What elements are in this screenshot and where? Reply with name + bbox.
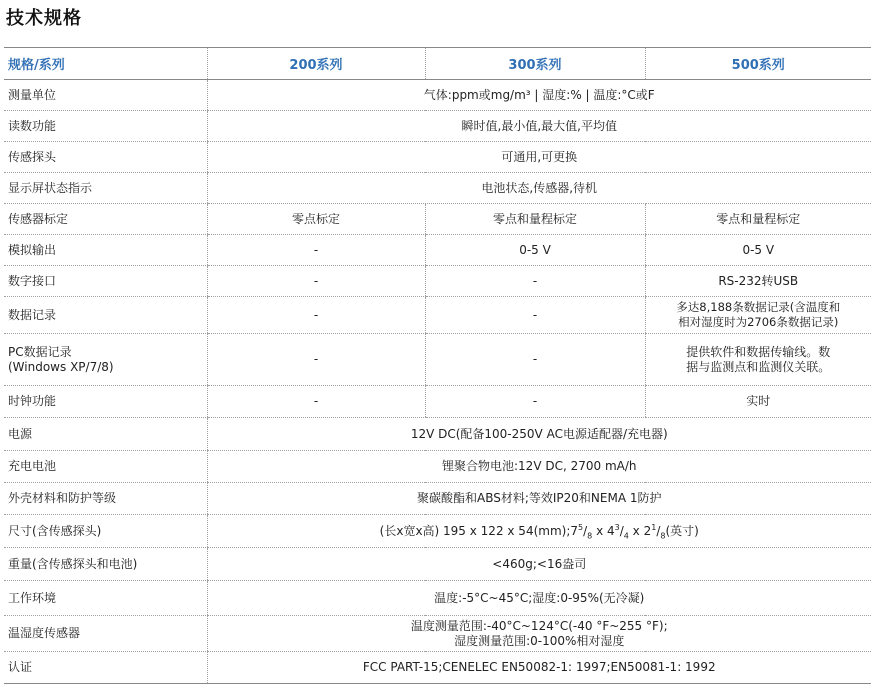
cell-clock-500: 实时 (645, 386, 871, 418)
row-value-housing: 聚碳酸酯和ABS材料;等效IP20和NEMA 1防护 (207, 483, 871, 515)
table-row (4, 235, 871, 266)
size-imperial-c: $2^1/_8$ (643, 522, 666, 540)
table-row (4, 418, 871, 451)
row-label-calibration: 传感器标定 (4, 204, 207, 235)
cell-analog-200: - (207, 235, 425, 266)
table-row (4, 616, 871, 652)
cell-logging-300: - (425, 297, 645, 334)
table-row (4, 334, 871, 386)
row-label-clock: 时钟功能 (4, 386, 207, 418)
cell-analog-300: 0-5 V (425, 235, 645, 266)
table-header-row (4, 48, 871, 80)
row-label-environment: 工作环境 (4, 581, 207, 616)
header-series-500: 500系列 (645, 48, 871, 80)
cell-pc-logging-500: 提供软件和数据传输线。数 据与监测点和监测仪关联。 (645, 334, 871, 386)
table-row (4, 652, 871, 684)
size-imperial-b: $4^3/_4$ (606, 522, 629, 540)
cell-calibration-500: 零点和量程标定 (645, 204, 871, 235)
row-label-housing: 外壳材料和防护等级 (4, 483, 207, 515)
table-row (4, 451, 871, 483)
cell-pc-logging-300: - (425, 334, 645, 386)
row-value-th-sensor: 温度测量范围:-40°C~124°C(-40 °F~255 °F); 湿度测量范围:0-100%相对湿度 (207, 616, 871, 652)
table-row (4, 386, 871, 418)
row-value-display: 电池状态,传感器,待机 (207, 173, 871, 204)
row-label-pc-logging: PC数据记录 (Windows XP/7/8) (4, 334, 207, 386)
cell-analog-500: 0-5 V (645, 235, 871, 266)
spec-table (4, 47, 871, 684)
row-label-reading: 读数功能 (4, 111, 207, 142)
row-label-th-sensor: 温湿度传感器 (4, 616, 207, 652)
row-label-digital: 数字接口 (4, 266, 207, 297)
row-value-environment: 温度:-5°C~45°C;湿度:0-95%(无冷凝) (207, 581, 871, 616)
cell-digital-500: RS-232转USB (645, 266, 871, 297)
table-row (4, 266, 871, 297)
row-value-probe: 可通用,可更换 (207, 142, 871, 173)
cell-digital-300: - (425, 266, 645, 297)
row-label-logging: 数据记录 (4, 297, 207, 334)
row-value-weight: <460g;<16盎司 (207, 548, 871, 581)
cell-clock-200: - (207, 386, 425, 418)
row-label-weight: 重量(含传感探头和电池) (4, 548, 207, 581)
table-row (4, 297, 871, 334)
row-label-battery: 充电电池 (4, 451, 207, 483)
table-row (4, 515, 871, 548)
table-row (4, 204, 871, 235)
header-series-300: 300系列 (425, 48, 645, 80)
table-row (4, 173, 871, 204)
row-label-power: 电源 (4, 418, 207, 451)
cell-calibration-200: 零点标定 (207, 204, 425, 235)
row-value-unit: 气体:ppm或mg/m³ | 湿度:% | 温度:°C或F (207, 80, 871, 111)
row-value-reading: 瞬时值,最小值,最大值,平均值 (207, 111, 871, 142)
row-label-size: 尺寸(含传感探头) (4, 515, 207, 548)
size-metric: (长x宽x高) 195 x 122 x 54(mm); (379, 523, 571, 538)
cell-digital-200: - (207, 266, 425, 297)
cell-clock-300: - (425, 386, 645, 418)
row-label-display: 显示屏状态指示 (4, 173, 207, 204)
table-row (4, 483, 871, 515)
row-label-analog: 模拟输出 (4, 235, 207, 266)
table-row (4, 581, 871, 616)
size-imperial-a: $7^5/_8$ (570, 522, 593, 540)
row-value-size: (长x宽x高) 195 x 122 x $54(mm);7^5/_8$ x $4^3/_4$ x $2^1/_8$(英寸) (207, 515, 871, 548)
table-row (4, 80, 871, 111)
row-value-cert: FCC PART-15;CENELEC EN50082-1: 1997;EN50081-1: 1992 (207, 652, 871, 684)
header-series-200: 200系列 (207, 48, 425, 80)
cell-logging-200: - (207, 297, 425, 334)
row-label-probe: 传感探头 (4, 142, 207, 173)
row-label-cert: 认证 (4, 652, 207, 684)
table-row (4, 142, 871, 173)
header-spec: 规格/系列 (4, 48, 207, 80)
cell-calibration-300: 零点和量程标定 (425, 204, 645, 235)
cell-pc-logging-200: - (207, 334, 425, 386)
cell-logging-500: 多达8,188条数据记录(含温度和 相对湿度时为2706条数据记录) (645, 297, 871, 334)
row-label-unit: 测量单位 (4, 80, 207, 111)
size-suffix: (英寸) (665, 523, 699, 538)
page-title: 技术规格 (6, 8, 82, 29)
row-value-battery: 锂聚合物电池:12V DC, 2700 mA/h (207, 451, 871, 483)
table-row (4, 548, 871, 581)
table-row (4, 111, 871, 142)
row-value-power: 12V DC(配备100-250V AC电源适配器/充电器) (207, 418, 871, 451)
